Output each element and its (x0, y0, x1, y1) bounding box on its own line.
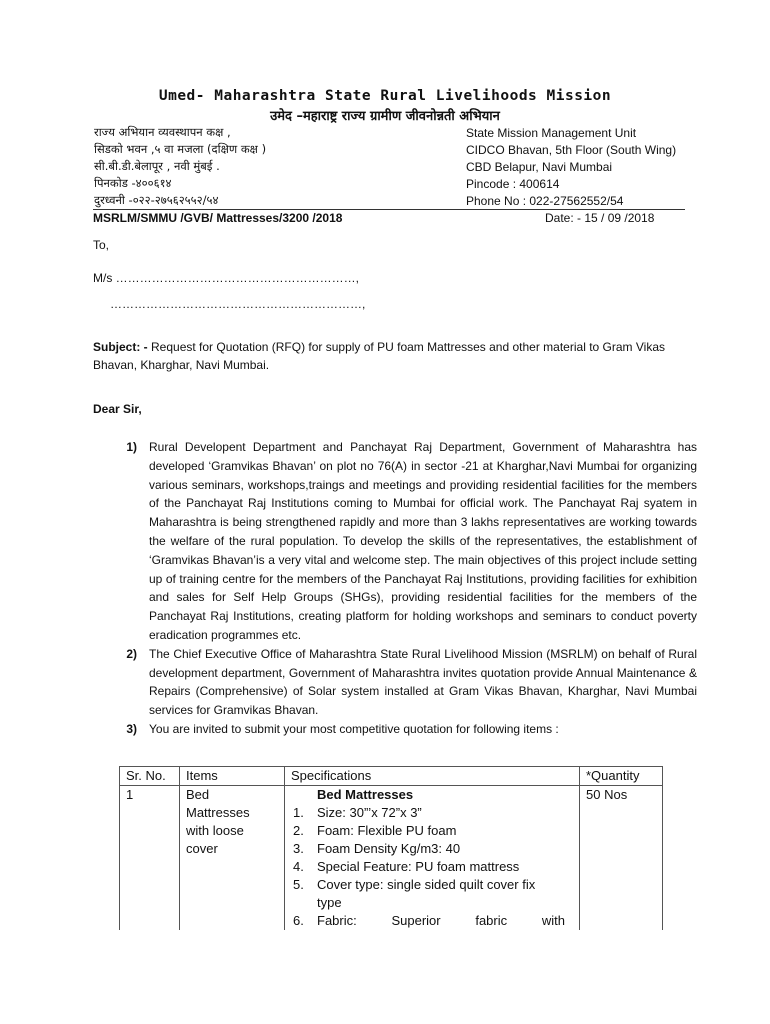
mission-title: Umed- Maharashtra State Rural Livelihoods Mission (158, 88, 612, 104)
spec-number: 5. (293, 877, 304, 892)
letter-date: Date: - 15 / 09 /2018 (545, 211, 655, 225)
row-specifications (285, 786, 580, 931)
spec-title: Bed Mattresses (317, 787, 414, 802)
list-item (93, 645, 697, 720)
paragraph-text: Rural Developent Department and Panchayat Raj Department, Government of Maharashtra has developed ‘Gramvikas Bhavan’ on plot no 76(A) in sector -21 at Kharghar,Navi Mumbai for organizing various seminars, workshops,traings and meetings and providing residential facilities for the members of the Panchayat Raj Institutions coming to Mumbai for official work. The Panchayat Raj syatem in Maharashtra is being strengthened rapidly and more than 3 lakhs representatives are working towards the welfare of the rural population. To develop the skills of the representatives, the establishment of ‘Gramvikas Bhavan’is a very vital and welcome step. The main objectives of this project include setting up of training centre for the members of the Panchayat Raj Institutions, providing facilities for exhibition and sales for Self Help Groups (SHGs), providing residential facilities for the members of the Panchayat Raj Institutions, creating platform for holding workshops and seminars to conduct poverty eradication programmes etc. (149, 440, 697, 642)
address-english (466, 125, 676, 210)
header-quantity: *Quantity (580, 767, 663, 786)
spec-text: Special Feature: PU foam mattress (317, 859, 520, 874)
spec-text: Foam Density Kg/m3: 40 (317, 841, 461, 856)
mission-title-marathi: उमेद –महाराष्ट्र राज्य ग्रामीण जीवनोन्नती अभियान (270, 109, 500, 124)
recipient-line-1: M/s ……………………………………………………, (93, 271, 359, 285)
spec-text: Cover type: single sided quilt cover fix type (317, 877, 536, 910)
address-english-line: CIDCO Bhavan, 5th Floor (South Wing) (466, 143, 677, 157)
row-item (180, 786, 285, 931)
address-marathi-line: सी.बी.डी.बेलापूर , नवी मुंबई . (94, 159, 220, 173)
address-marathi-line: पिनकोड -४००६१४ (94, 176, 172, 190)
to-label: To, (93, 238, 110, 252)
reference-number: MSRLM/SMMU /GVB/ Mattresses/3200 /2018 (93, 211, 343, 225)
item-line: Mattresses (186, 805, 250, 820)
item-line: with loose (186, 823, 244, 838)
address-english-line: State Mission Management Unit (466, 126, 637, 140)
table-header-row (120, 767, 663, 786)
spec-item (291, 804, 573, 822)
address-marathi-line: दुरध्वनी -०२२-२७५६२५५२/५४ (94, 193, 219, 207)
salutation: Dear Sir, (93, 402, 142, 416)
spec-item (291, 858, 573, 876)
paragraph-text: You are invited to submit your most competitive quotation for following items : (149, 721, 559, 736)
paragraph-list (93, 438, 697, 739)
spec-number: 1. (293, 805, 304, 820)
address-english-line: CBD Belapur, Navi Mumbai (466, 160, 613, 174)
spec-word: Fabric: (317, 913, 357, 928)
row-quantity: 50 Nos (580, 786, 663, 931)
header-items: Items (180, 767, 285, 786)
list-number: 3) (126, 721, 137, 736)
address-marathi-line: राज्य अभियान व्यवस्थापन कक्ष , (94, 125, 231, 139)
spec-number: 3. (293, 841, 304, 856)
list-number: 1) (126, 440, 137, 454)
spec-text: Foam: Flexible PU foam (317, 823, 457, 838)
subject (93, 338, 693, 374)
spec-text: Size: 30”’x 72”x 3” (317, 805, 422, 820)
spec-word: with (541, 913, 565, 928)
spec-text (317, 912, 573, 930)
address-english-line: Phone No : 022-27562552/54 (466, 194, 624, 208)
spec-item (291, 840, 573, 858)
header-divider (93, 209, 685, 210)
spec-word: fabric (475, 913, 508, 928)
header-sr-no: Sr. No. (120, 767, 180, 786)
recipient-line-2: ………………………………………………………, (110, 297, 366, 311)
list-item (93, 720, 697, 739)
subject-text: Request for Quotation (RFQ) for supply of PU foam Mattresses and other material to Gram Vikas Bhavan, Kharghar, Navi Mumbai. (93, 340, 665, 372)
subject-label: Subject: - (93, 340, 148, 354)
table-row (120, 786, 663, 931)
list-number: 2) (126, 646, 137, 661)
spec-item (291, 822, 573, 840)
spec-number: 2. (293, 823, 304, 838)
address-marathi (94, 124, 266, 209)
list-item (93, 438, 697, 645)
paragraph-text: The Chief Executive Office of Maharashtra State Rural Livelihood Mission (MSRLM) on behalf of Rural development department, Government of Maharashtra invites quotation provide Annual Maintenance & Repairs (Comprehensive) of Solar system installed at Gram Vikas Bhavan, Kharghar, Navi Mumbai services for Gramvikas Bhavan. (149, 646, 697, 718)
items-table (119, 766, 663, 930)
spec-item (291, 876, 573, 912)
spec-number: 6. (293, 913, 304, 928)
item-line: cover (186, 841, 218, 856)
spec-word: Superior (391, 913, 441, 928)
header-specifications: Specifications (285, 767, 580, 786)
spec-number: 4. (293, 859, 304, 874)
row-sr-no: 1 (120, 786, 180, 931)
address-marathi-line: सिडको भवन ,५ वा मजला (दक्षिण कक्ष ) (94, 142, 267, 156)
item-line: Bed (186, 787, 210, 802)
spec-item (291, 912, 573, 930)
address-english-line: Pincode : 400614 (466, 177, 560, 191)
